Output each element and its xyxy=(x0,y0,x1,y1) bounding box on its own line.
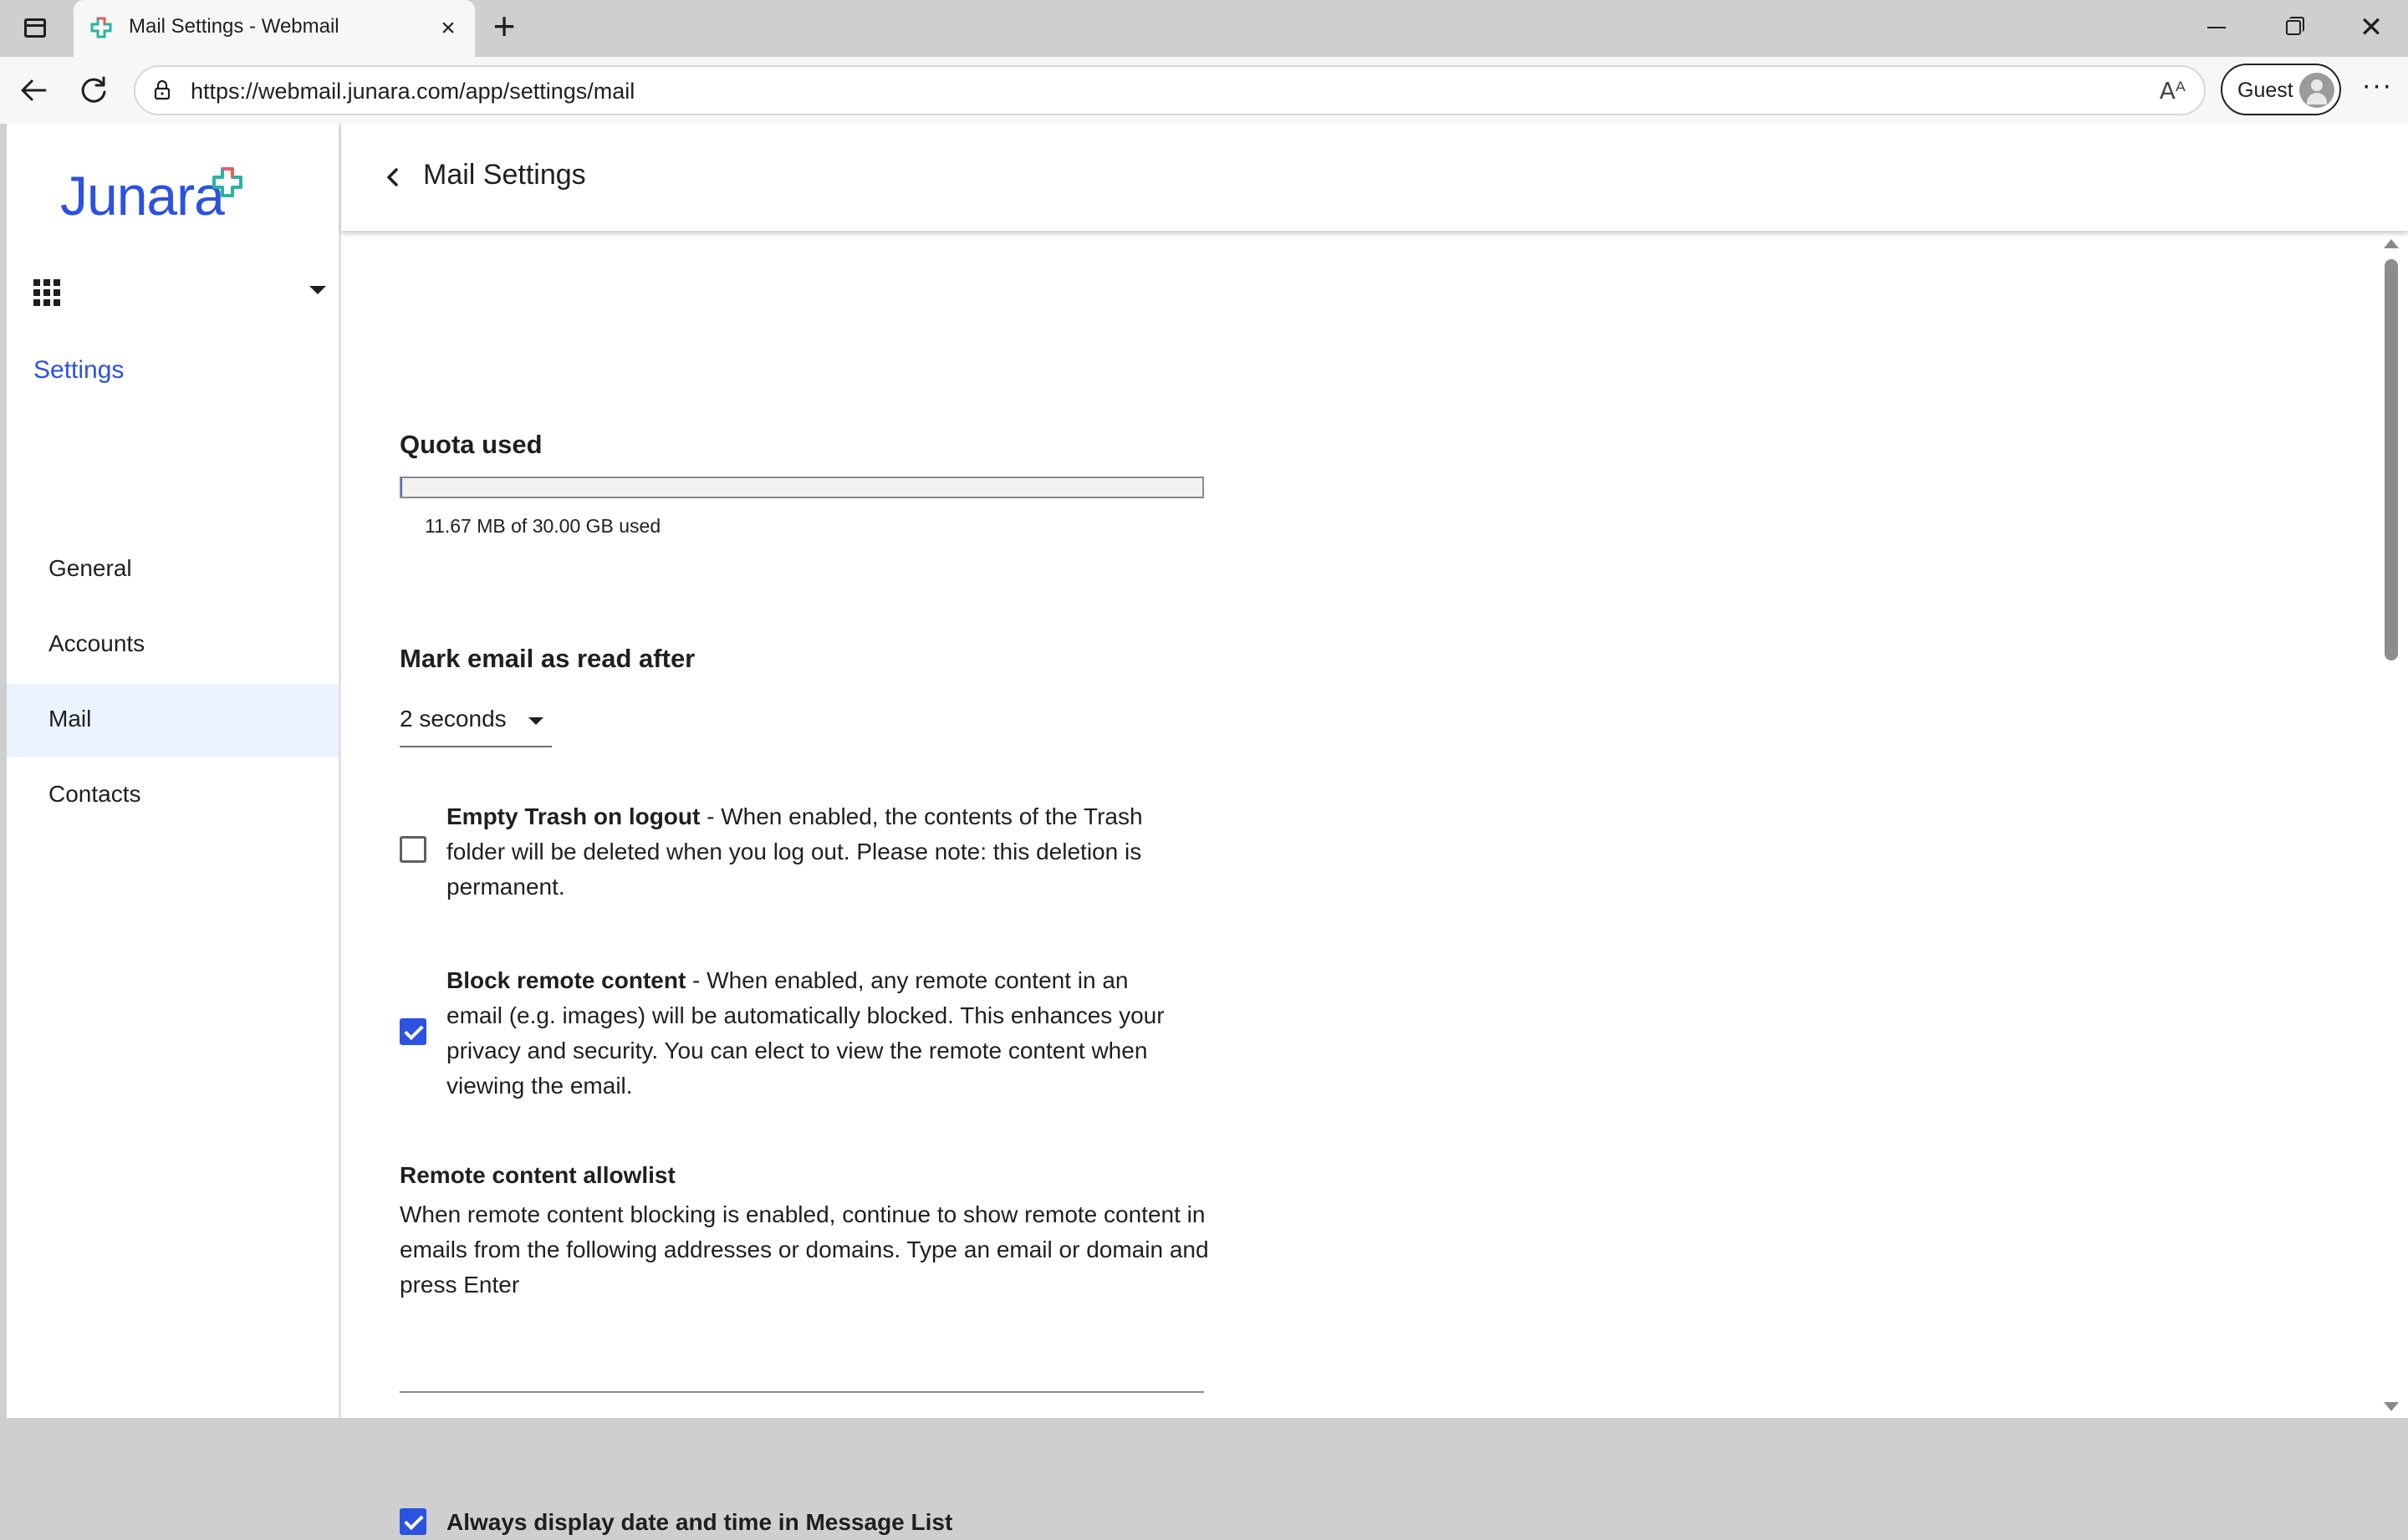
logo-text: Junara xyxy=(60,165,224,227)
sidebar-item-label: Mail xyxy=(48,706,91,732)
tab-title: Mail Settings - Webmail xyxy=(129,15,339,38)
sidebar xyxy=(7,124,341,1418)
page-header xyxy=(341,124,2408,231)
read-aloud-icon[interactable]: Aᴬ xyxy=(2160,77,2186,105)
always-date-label: Always display date and time in Message List xyxy=(446,1509,952,1535)
reload-icon[interactable] xyxy=(74,70,114,110)
apps-grid-icon xyxy=(33,279,60,306)
new-tab-button[interactable]: + xyxy=(485,8,523,47)
address-bar[interactable] xyxy=(134,65,2206,115)
browser-toolbar xyxy=(0,57,2408,124)
empty-trash-label: Empty Trash on logout xyxy=(446,803,700,829)
block-remote-text: - When enabled, any remote content in an email (e.g. images) will be automatically blocked. This enhances your privacy and security. You can elect to view the remote content when viewing the email. xyxy=(446,967,1165,1099)
empty-trash-checkbox[interactable] xyxy=(400,836,426,863)
window-restore-button[interactable] xyxy=(2268,8,2318,47)
junara-logo[interactable] xyxy=(60,164,224,227)
caret-down-icon xyxy=(309,286,326,294)
empty-trash-description xyxy=(446,799,1182,905)
block-remote-label: Block remote content xyxy=(446,967,686,993)
profile-button[interactable] xyxy=(2221,64,2341,115)
more-menu-icon[interactable]: ··· xyxy=(2356,69,2398,110)
mark-read-select[interactable] xyxy=(400,704,552,747)
window-minimize-button[interactable] xyxy=(2191,8,2241,47)
quota-progress-bar xyxy=(400,477,1204,498)
mark-read-title: Mark email as read after xyxy=(400,644,695,674)
browser-tab-active[interactable] xyxy=(74,0,475,57)
sidebar-item-general[interactable] xyxy=(7,533,339,607)
logo-cross-icon xyxy=(209,164,247,202)
window-close-button[interactable]: ✕ xyxy=(2346,8,2396,47)
settings-content xyxy=(341,231,2375,1418)
sidebar-item-contacts[interactable] xyxy=(7,759,339,833)
apps-switcher[interactable] xyxy=(33,271,326,311)
page-title: Mail Settings xyxy=(423,159,586,191)
sidebar-item-label: Contacts xyxy=(48,781,141,808)
allowlist-title: Remote content allowlist xyxy=(400,1162,676,1189)
always-date-checkbox[interactable] xyxy=(400,1508,426,1535)
allowlist-input[interactable] xyxy=(400,1359,1204,1393)
chevron-left-icon[interactable] xyxy=(376,161,410,194)
quota-title: Quota used xyxy=(400,430,543,460)
sidebar-item-label: Accounts xyxy=(48,630,145,657)
tab-actions-button[interactable] xyxy=(17,12,54,43)
sidebar-item-label: General xyxy=(48,555,132,582)
tab-close-icon[interactable]: × xyxy=(433,13,463,43)
lock-icon[interactable] xyxy=(150,79,174,102)
scroll-down-arrow-icon[interactable] xyxy=(2384,1402,2399,1411)
junara-favicon-icon xyxy=(89,15,114,40)
sidebar-heading: Settings xyxy=(33,356,124,385)
always-date-description xyxy=(446,1505,1182,1540)
scroll-up-arrow-icon[interactable] xyxy=(2384,239,2399,248)
avatar-icon xyxy=(2299,73,2334,108)
tab-actions-icon xyxy=(24,18,46,38)
allowlist-description: When remote content blocking is enabled, continue to show remote content in emails from the following addresses or domains. Type an email or domain and press Enter xyxy=(400,1197,1211,1303)
scrollbar-thumb[interactable] xyxy=(2385,259,2398,660)
sidebar-item-mail[interactable] xyxy=(7,684,339,757)
mark-read-selected-value: 2 seconds xyxy=(400,706,507,732)
quota-used-text: 11.67 MB of 30.00 GB used xyxy=(425,515,661,538)
restore-icon xyxy=(2286,20,2301,35)
block-remote-checkbox[interactable] xyxy=(400,1018,426,1045)
caret-down-icon xyxy=(528,717,543,725)
block-remote-description xyxy=(446,963,1182,1104)
sidebar-item-accounts[interactable] xyxy=(7,609,339,682)
url-text[interactable]: https://webmail.junara.com/app/settings/mail xyxy=(191,79,635,105)
app-viewport xyxy=(7,124,2408,1418)
profile-label: Guest xyxy=(2237,79,2293,103)
browser-tabstrip xyxy=(0,0,2408,57)
main-panel xyxy=(341,124,2408,1418)
back-arrow-icon[interactable] xyxy=(13,70,54,110)
content-scrollbar[interactable] xyxy=(2375,231,2408,1418)
empty-trash-text: - When enabled, the contents of the Trash folder will be deleted when you log out. Please note: this deletion is permanent. xyxy=(446,803,1143,900)
